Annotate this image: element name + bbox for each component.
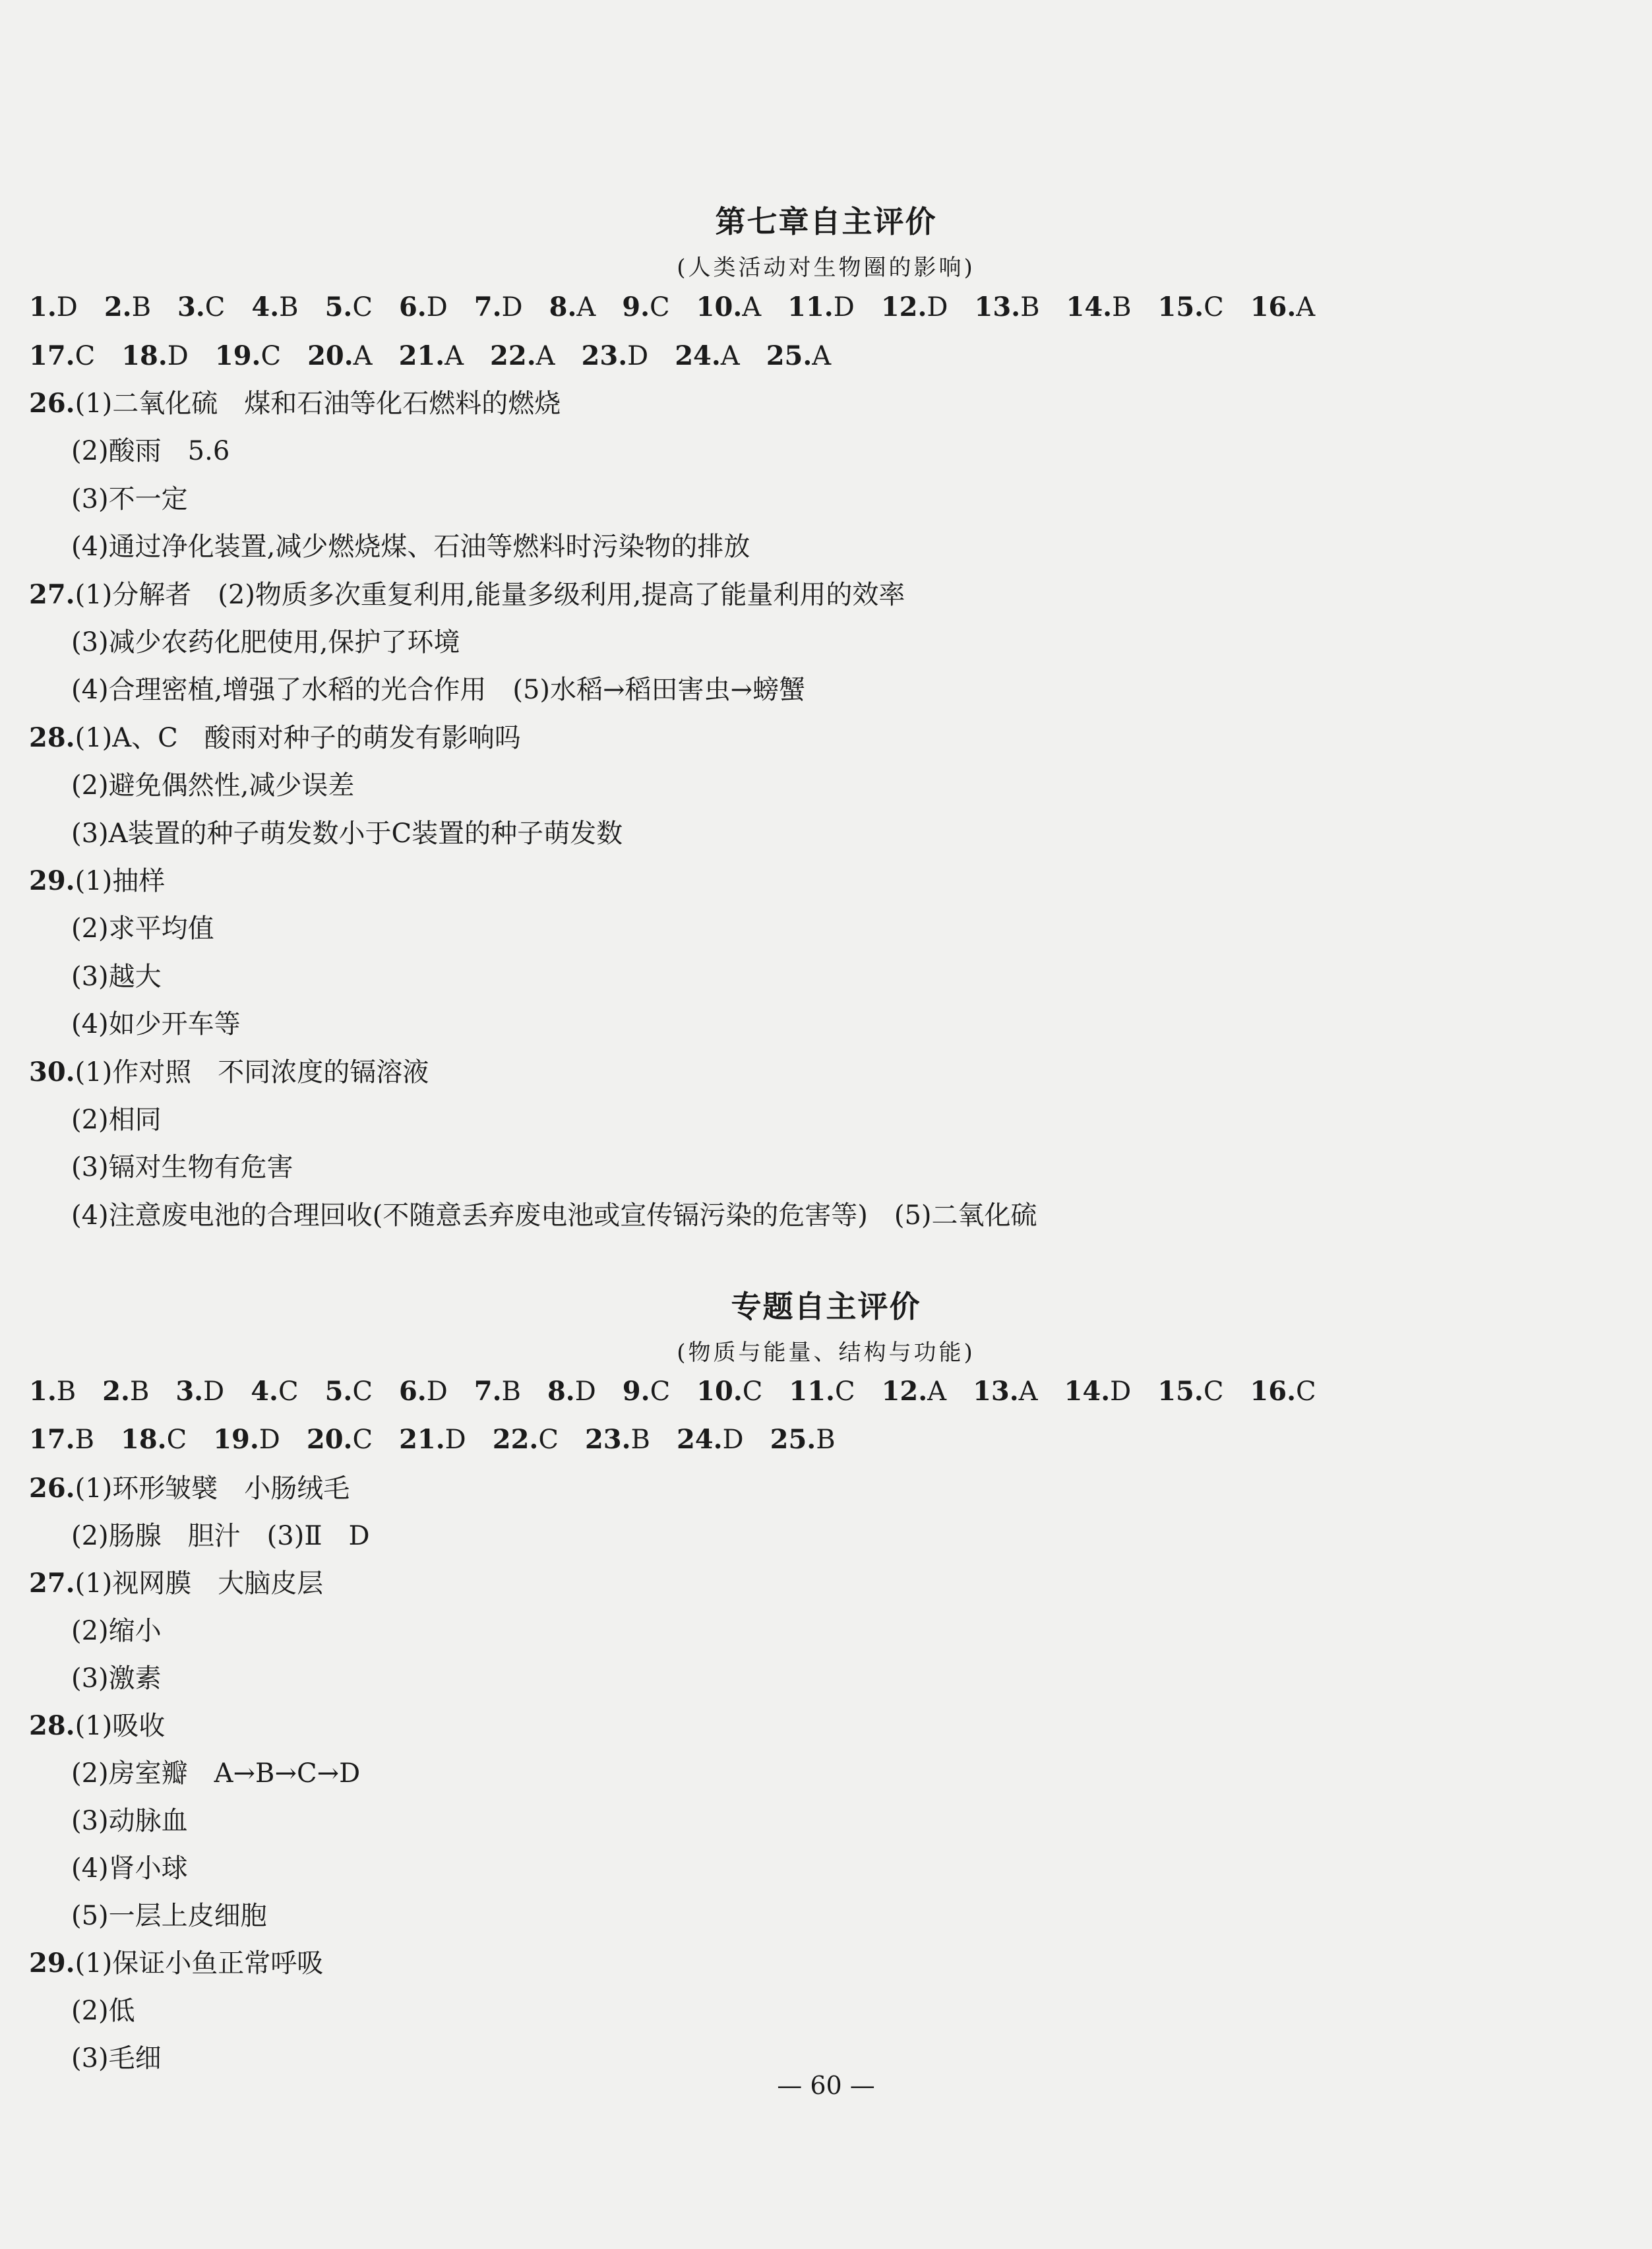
- answer-letter: C: [166, 1425, 187, 1455]
- mc-answer: [766, 340, 832, 371]
- question-number: 4.: [251, 292, 280, 323]
- answer-letter: B: [1020, 292, 1040, 323]
- question-number: 2.: [102, 1376, 130, 1407]
- answer-letter: D: [501, 292, 523, 323]
- answer-letter: C: [352, 1425, 373, 1455]
- question-number: 17.: [29, 1424, 75, 1455]
- question-number: 15.: [1157, 1376, 1204, 1407]
- question-number: 16.: [1250, 292, 1297, 323]
- answer-letter: D: [56, 292, 78, 323]
- answer-letter: B: [630, 1425, 650, 1455]
- answer-text: (3)越大: [71, 961, 162, 992]
- answer-line: [29, 865, 166, 896]
- answer-letter: C: [1203, 1376, 1224, 1407]
- question-number: 9.: [622, 292, 650, 323]
- answer-letter: A: [353, 341, 373, 371]
- answer-letter: D: [574, 1376, 596, 1407]
- answer-letter: C: [352, 1376, 373, 1407]
- answer-letter: D: [203, 1376, 225, 1407]
- answer-line: [71, 1107, 162, 1133]
- answer-letter: D: [444, 1425, 466, 1455]
- answer-letter: A: [812, 341, 832, 371]
- mc-answer: [881, 294, 948, 321]
- question-number: 27.: [29, 1568, 75, 1599]
- answer-text: (1)二氧化硫 煤和石油等化石燃料的燃烧: [75, 388, 561, 419]
- mc-answer: [121, 340, 189, 371]
- answer-letter: A: [720, 341, 740, 371]
- answer-line: [71, 961, 162, 992]
- mc-answer: [581, 340, 649, 371]
- answer-letter: C: [742, 1376, 763, 1407]
- mc-answer: [177, 294, 225, 321]
- question-number: 13.: [974, 292, 1021, 323]
- question-number: 14.: [1066, 292, 1113, 323]
- section2-subtitle: (物质与能量、结构与功能): [677, 1340, 975, 1366]
- answer-letter: C: [75, 341, 96, 371]
- question-number: 10.: [696, 292, 743, 323]
- mc-answer: [787, 294, 855, 321]
- question-number: 5.: [324, 1376, 353, 1407]
- answer-line: [71, 1154, 293, 1181]
- mc-answer: [547, 1378, 596, 1405]
- answer-letter: D: [259, 1425, 280, 1455]
- mc-answer: [104, 294, 151, 321]
- mc-answer: [325, 294, 373, 321]
- answer-letter: D: [833, 292, 855, 323]
- mc-answer: [121, 1424, 187, 1455]
- answer-letter: C: [278, 1376, 299, 1407]
- mc-answer: [696, 1378, 762, 1405]
- question-number: 18.: [121, 1424, 167, 1455]
- answer-text: (2)相同: [71, 1105, 162, 1135]
- answer-letter: D: [426, 292, 448, 323]
- question-number: 5.: [324, 292, 353, 323]
- mc-answer: [974, 294, 1039, 321]
- mc-answer: [1157, 1378, 1223, 1405]
- answer-letter: B: [279, 292, 299, 323]
- mc-answer: [399, 1378, 448, 1405]
- answer-text: (3)减少农药化肥使用,保护了环境: [71, 627, 460, 658]
- question-number: 22.: [490, 340, 536, 371]
- section1-mc-row-1: [29, 294, 1341, 321]
- question-number: 8.: [549, 292, 577, 323]
- answer-letter: A: [1296, 292, 1316, 323]
- mc-answer: [399, 1424, 466, 1455]
- question-number: 24.: [676, 1424, 723, 1455]
- mc-answer: [1066, 294, 1131, 321]
- answer-text: (1)吸收: [75, 1711, 166, 1741]
- question-number: 29.: [29, 1948, 75, 1979]
- question-number: 11.: [789, 1376, 835, 1407]
- mc-answer: [213, 1424, 280, 1455]
- mc-answer: [307, 340, 373, 371]
- answer-text: (3)毛细: [71, 2043, 162, 2074]
- answer-text: (4)肾小球: [71, 1853, 188, 1884]
- answer-line: [71, 436, 230, 467]
- question-number: 15.: [1157, 292, 1204, 323]
- answer-text: (1)作对照 不同浓度的镉溶液: [75, 1057, 429, 1088]
- mc-answer: [29, 340, 96, 371]
- answer-letter: B: [129, 1376, 150, 1407]
- question-number: 25.: [770, 1424, 816, 1455]
- answer-letter: A: [535, 341, 555, 371]
- answer-letter: B: [56, 1376, 76, 1407]
- mc-answer: [102, 1378, 149, 1405]
- answer-line: [71, 820, 623, 847]
- mc-answer: [399, 294, 448, 321]
- question-number: 24.: [675, 340, 721, 371]
- answer-text: (4)合理密植,增强了水稻的光合作用 (5)水稻→稻田害虫→螃蟹: [71, 675, 806, 706]
- mc-answer: [175, 1378, 224, 1405]
- section2-mc-row-2: [29, 1424, 862, 1455]
- question-number: 23.: [584, 1424, 631, 1455]
- question-number: 26.: [29, 1473, 75, 1504]
- answer-letter: C: [352, 292, 373, 323]
- mc-answer: [490, 340, 555, 371]
- question-number: 7.: [474, 292, 502, 323]
- mc-answer: [622, 294, 669, 321]
- answer-text: (2)房室瓣 A→B→C→D: [71, 1758, 361, 1789]
- answer-line: [71, 1202, 1037, 1229]
- answer-letter: D: [167, 341, 189, 371]
- question-number: 6.: [398, 1376, 427, 1407]
- answer-letter: D: [927, 292, 948, 323]
- mc-answer: [29, 1424, 94, 1455]
- mc-answer: [29, 294, 78, 321]
- answer-line: [29, 1710, 166, 1741]
- answer-text: (1)环形皱襞 小肠绒毛: [75, 1473, 350, 1504]
- question-number: 1.: [29, 1376, 57, 1407]
- answer-letter: C: [650, 292, 670, 323]
- mc-answer: [251, 294, 298, 321]
- answer-line: [71, 1009, 241, 1040]
- question-number: 10.: [696, 1376, 743, 1407]
- answer-text: (2)避免偶然性,减少误差: [71, 770, 355, 801]
- answer-text: (1)视网膜 大脑皮层: [75, 1568, 324, 1599]
- mc-answer: [492, 1424, 559, 1455]
- mc-answer: [770, 1424, 836, 1455]
- mc-answer: [676, 1424, 744, 1455]
- section1-title: 第七章自主评价: [715, 204, 937, 239]
- answer-letter: C: [1296, 1376, 1316, 1407]
- mc-answer: [623, 1378, 670, 1405]
- answer-text: (1)抽样: [75, 866, 166, 896]
- answer-text: (2)肠腺 胆汁 (3)Ⅱ D: [71, 1521, 370, 1551]
- answer-line: [71, 1618, 162, 1644]
- answer-line: [29, 722, 521, 753]
- question-number: 21.: [399, 1424, 445, 1455]
- question-number: 23.: [581, 340, 628, 371]
- section2-mc-row-1: [29, 1378, 1343, 1405]
- question-number: 14.: [1064, 1376, 1111, 1407]
- question-number: 6.: [398, 292, 427, 323]
- mc-answer: [696, 294, 761, 321]
- question-number: 26.: [29, 388, 75, 419]
- answer-text: (2)酸雨 5.6: [71, 436, 230, 467]
- mc-answer: [29, 1378, 76, 1405]
- answer-letter: D: [1110, 1376, 1132, 1407]
- answer-text: (3)激素: [71, 1663, 162, 1694]
- answer-text: (3)A装置的种子萌发数小于C装置的种子萌发数: [71, 818, 623, 849]
- answer-text: (2)缩小: [71, 1616, 162, 1646]
- question-number: 30.: [29, 1056, 75, 1088]
- answer-line: [71, 1665, 162, 1692]
- answer-letter: B: [75, 1425, 94, 1455]
- answer-letter: B: [131, 292, 152, 323]
- answer-letter: C: [260, 341, 282, 371]
- mc-answer: [398, 340, 464, 371]
- question-number: 28.: [29, 1710, 75, 1741]
- mc-answer: [789, 1378, 855, 1405]
- mc-answer: [1157, 294, 1223, 321]
- answer-text: (5)一层上皮细胞: [71, 1901, 267, 1931]
- question-number: 3.: [177, 292, 205, 323]
- answer-line: [29, 1475, 350, 1502]
- answer-line: [29, 1570, 323, 1597]
- mc-answer: [214, 340, 282, 371]
- answer-line: [71, 1903, 267, 1929]
- answer-line: [71, 629, 460, 656]
- answer-letter: B: [1112, 292, 1132, 323]
- answer-line: [71, 483, 188, 514]
- question-number: 3.: [175, 1376, 204, 1407]
- answer-letter: C: [1204, 292, 1224, 323]
- question-number: 13.: [973, 1376, 1019, 1407]
- question-number: 8.: [547, 1376, 575, 1407]
- question-number: 12.: [880, 292, 927, 323]
- question-number: 12.: [881, 1376, 928, 1407]
- question-number: 11.: [787, 292, 834, 323]
- question-number: 4.: [251, 1376, 278, 1407]
- answer-letter: C: [650, 1376, 671, 1407]
- mc-answer: [1250, 1378, 1316, 1405]
- answer-line: [71, 772, 354, 799]
- mc-answer: [973, 1378, 1037, 1405]
- question-number: 7.: [474, 1376, 502, 1407]
- question-number: 16.: [1250, 1376, 1297, 1407]
- answer-line: [71, 1855, 188, 1882]
- mc-answer: [882, 1378, 946, 1405]
- answer-text: (3)不一定: [71, 483, 188, 514]
- question-number: 1.: [29, 292, 57, 323]
- answer-text: (1)分解者 (2)物质多次重复利用,能量多级利用,提高了能量利用的效率: [75, 579, 905, 610]
- answer-letter: C: [834, 1376, 855, 1407]
- answer-text: (3)镉对生物有危害: [71, 1152, 293, 1183]
- question-number: 9.: [622, 1376, 650, 1407]
- answer-letter: A: [444, 341, 464, 371]
- mc-answer: [325, 1378, 373, 1405]
- answer-letter: C: [538, 1425, 559, 1455]
- answer-text: (3)动脉血: [71, 1806, 188, 1836]
- mc-answer: [675, 340, 740, 371]
- answer-letter: B: [501, 1376, 521, 1407]
- question-number: 20.: [307, 340, 353, 371]
- answer-letter: A: [1018, 1376, 1038, 1407]
- answer-text: (4)注意废电池的合理回收(不随意丢弃废电池或宣传镉污染的危害等) (5)二氧化硫: [71, 1200, 1037, 1231]
- question-number: 20.: [306, 1424, 353, 1455]
- answer-text: (2)低: [71, 1996, 135, 2026]
- answer-letter: A: [742, 292, 762, 323]
- answer-line: [71, 675, 806, 706]
- mc-answer: [306, 1424, 373, 1455]
- answer-line: [71, 1760, 360, 1787]
- answer-line: [29, 390, 561, 417]
- answer-letter: D: [722, 1425, 744, 1455]
- mc-answer: [474, 1378, 521, 1405]
- answer-line: [71, 1523, 370, 1549]
- question-number: 29.: [29, 865, 75, 896]
- mc-answer: [584, 1424, 650, 1455]
- section1-mc-row-2: [29, 340, 857, 371]
- mc-answer: [251, 1378, 298, 1405]
- question-number: 19.: [213, 1424, 259, 1455]
- mc-answer: [474, 294, 523, 321]
- answer-line: [29, 1056, 429, 1088]
- answer-line: [71, 532, 750, 563]
- mc-answer: [1250, 294, 1315, 321]
- answer-line: [71, 1998, 135, 2024]
- answer-text: (4)如少开车等: [71, 1009, 241, 1040]
- question-number: 21.: [398, 340, 445, 371]
- answer-letter: A: [576, 292, 596, 323]
- question-number: 25.: [766, 340, 812, 371]
- answer-text: (1)A、C 酸雨对种子的萌发有影响吗: [75, 722, 521, 753]
- answer-line: [71, 1808, 188, 1834]
- question-number: 19.: [214, 340, 261, 371]
- answer-line: [29, 1950, 323, 1977]
- question-number: 17.: [29, 340, 75, 371]
- answer-line: [71, 915, 214, 942]
- question-number: 2.: [104, 292, 132, 323]
- mc-answer: [1064, 1378, 1132, 1405]
- answer-line: [71, 2045, 162, 2072]
- answer-letter: D: [627, 341, 649, 371]
- answer-text: (1)保证小鱼正常呼吸: [75, 1948, 324, 1979]
- answer-letter: C: [204, 292, 226, 323]
- section2-title: 专题自主评价: [731, 1289, 921, 1324]
- answer-letter: A: [927, 1376, 947, 1407]
- section1-subtitle: (人类活动对生物圈的影响): [677, 255, 975, 281]
- answer-letter: D: [426, 1376, 448, 1407]
- question-number: 18.: [121, 340, 168, 371]
- question-number: 28.: [29, 722, 75, 753]
- answer-text: (2)求平均值: [71, 913, 214, 944]
- mc-answer: [549, 294, 596, 321]
- question-number: 27.: [29, 578, 75, 610]
- question-number: 22.: [492, 1424, 539, 1455]
- answer-line: [29, 578, 905, 610]
- answer-text: (4)通过净化装置,减少燃烧煤、石油等燃料时污染物的排放: [71, 532, 750, 563]
- page-number: — 60 —: [777, 2071, 875, 2100]
- answer-letter: B: [816, 1425, 836, 1455]
